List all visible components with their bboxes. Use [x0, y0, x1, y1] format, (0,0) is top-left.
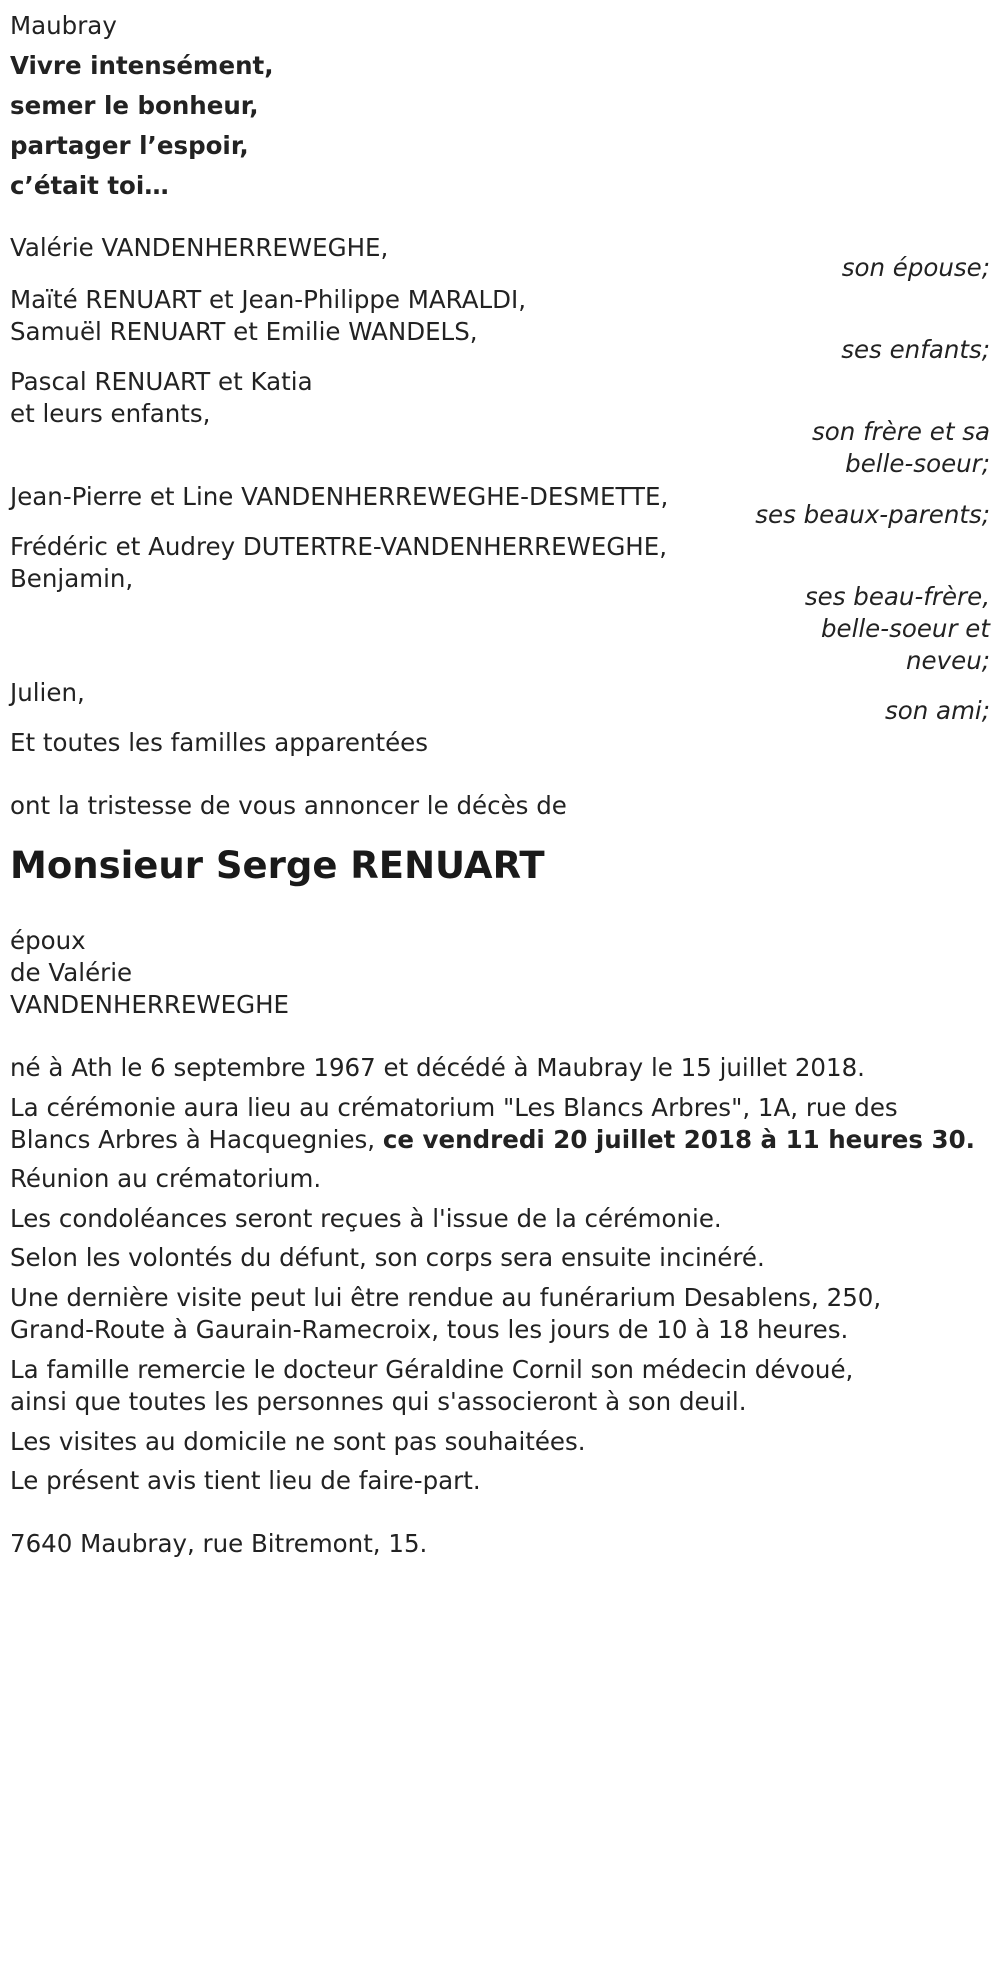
parents-in-law-role: ses beaux-parents; — [755, 500, 990, 529]
no-home-visits-text: Les visites au domicile ne sont pas souhaitées. — [10, 1427, 586, 1456]
in-laws-role-line-1: ses beau-frère, — [804, 582, 990, 611]
parents-in-law: Jean-Pierre et Line VANDENHERREWEGHE-DESMETTE, — [10, 482, 669, 511]
cremation-text: Selon les volontés du défunt, son corps sera ensuite incinéré. — [10, 1243, 765, 1272]
ceremony-line-2 — [10, 1120, 975, 1160]
in-laws-line-2: Benjamin, — [10, 564, 134, 593]
spouse-name: Valérie VANDENHERREWEGHE, — [10, 233, 389, 262]
visit-line-2: Grand-Route à Gaurain-Ramecroix, tous les jours de 10 à 18 heures. — [10, 1315, 849, 1344]
birth-death-text: né à Ath le 6 septembre 1967 et décédé à Maubray le 15 juillet 2018. — [10, 1053, 865, 1082]
brother-role-line-1: son frère et sa — [811, 417, 990, 446]
spouse-line-2: de Valérie — [10, 958, 133, 987]
ceremony-location: Blancs Arbres à Hacquegnies, — [10, 1125, 383, 1154]
condolences-text: Les condoléances seront reçues à l'issue de la cérémonie. — [10, 1204, 722, 1233]
address-text: 7640 Maubray, rue Bitremont, 15. — [10, 1529, 428, 1558]
child-line-2: Samuël RENUART et Emilie WANDELS, — [10, 317, 478, 346]
deceased-name: Monsieur Serge RENUART — [10, 844, 545, 887]
spouse-role: son épouse; — [841, 253, 990, 282]
brother-line-1: Pascal RENUART et Katia — [10, 367, 313, 396]
brother-role-line-2: belle-soeur; — [845, 449, 990, 478]
announcement-intro: ont la tristesse de vous annoncer le décès de — [10, 791, 567, 820]
poem-line-2: semer le bonheur, — [10, 91, 259, 120]
in-laws-line-1: Frédéric et Audrey DUTERTRE-VANDENHERREWEGHE, — [10, 532, 668, 561]
notice-text: Le présent avis tient lieu de faire-part. — [10, 1466, 481, 1495]
ceremony-date-time: ce vendredi 20 juillet 2018 à 11 heures 30. — [382, 1125, 975, 1154]
spouse-line-1: époux — [10, 926, 86, 955]
friend-name: Julien, — [10, 678, 85, 707]
friend-role: son ami; — [884, 696, 990, 725]
place-name: Maubray — [10, 11, 117, 40]
other-families: Et toutes les familles apparentées — [10, 728, 428, 757]
meeting-text: Réunion au crématorium. — [10, 1164, 322, 1193]
in-laws-role-line-3: neveu; — [906, 646, 990, 675]
child-line-1: Maïté RENUART et Jean-Philippe MARALDI, — [10, 285, 526, 314]
children-role: ses enfants; — [841, 335, 990, 364]
poem-line-1: Vivre intensément, — [10, 51, 274, 80]
in-laws-role-line-2: belle-soeur et — [820, 614, 990, 643]
poem-line-3: partager l’espoir, — [10, 131, 249, 160]
poem-line-4: c’était toi… — [10, 171, 169, 200]
ceremony-line-1: La cérémonie aura lieu au crématorium "Les Blancs Arbres", 1A, rue des — [10, 1093, 898, 1122]
spouse-line-3: VANDENHERREWEGHE — [10, 990, 289, 1019]
thanks-line-2: ainsi que toutes les personnes qui s'associeront à son deuil. — [10, 1387, 747, 1416]
brother-line-2: et leurs enfants, — [10, 399, 211, 428]
thanks-line-1: La famille remercie le docteur Géraldine Cornil son médecin dévoué, — [10, 1355, 854, 1384]
visit-line-1: Une dernière visite peut lui être rendue au funérarium Desablens, 250, — [10, 1283, 882, 1312]
